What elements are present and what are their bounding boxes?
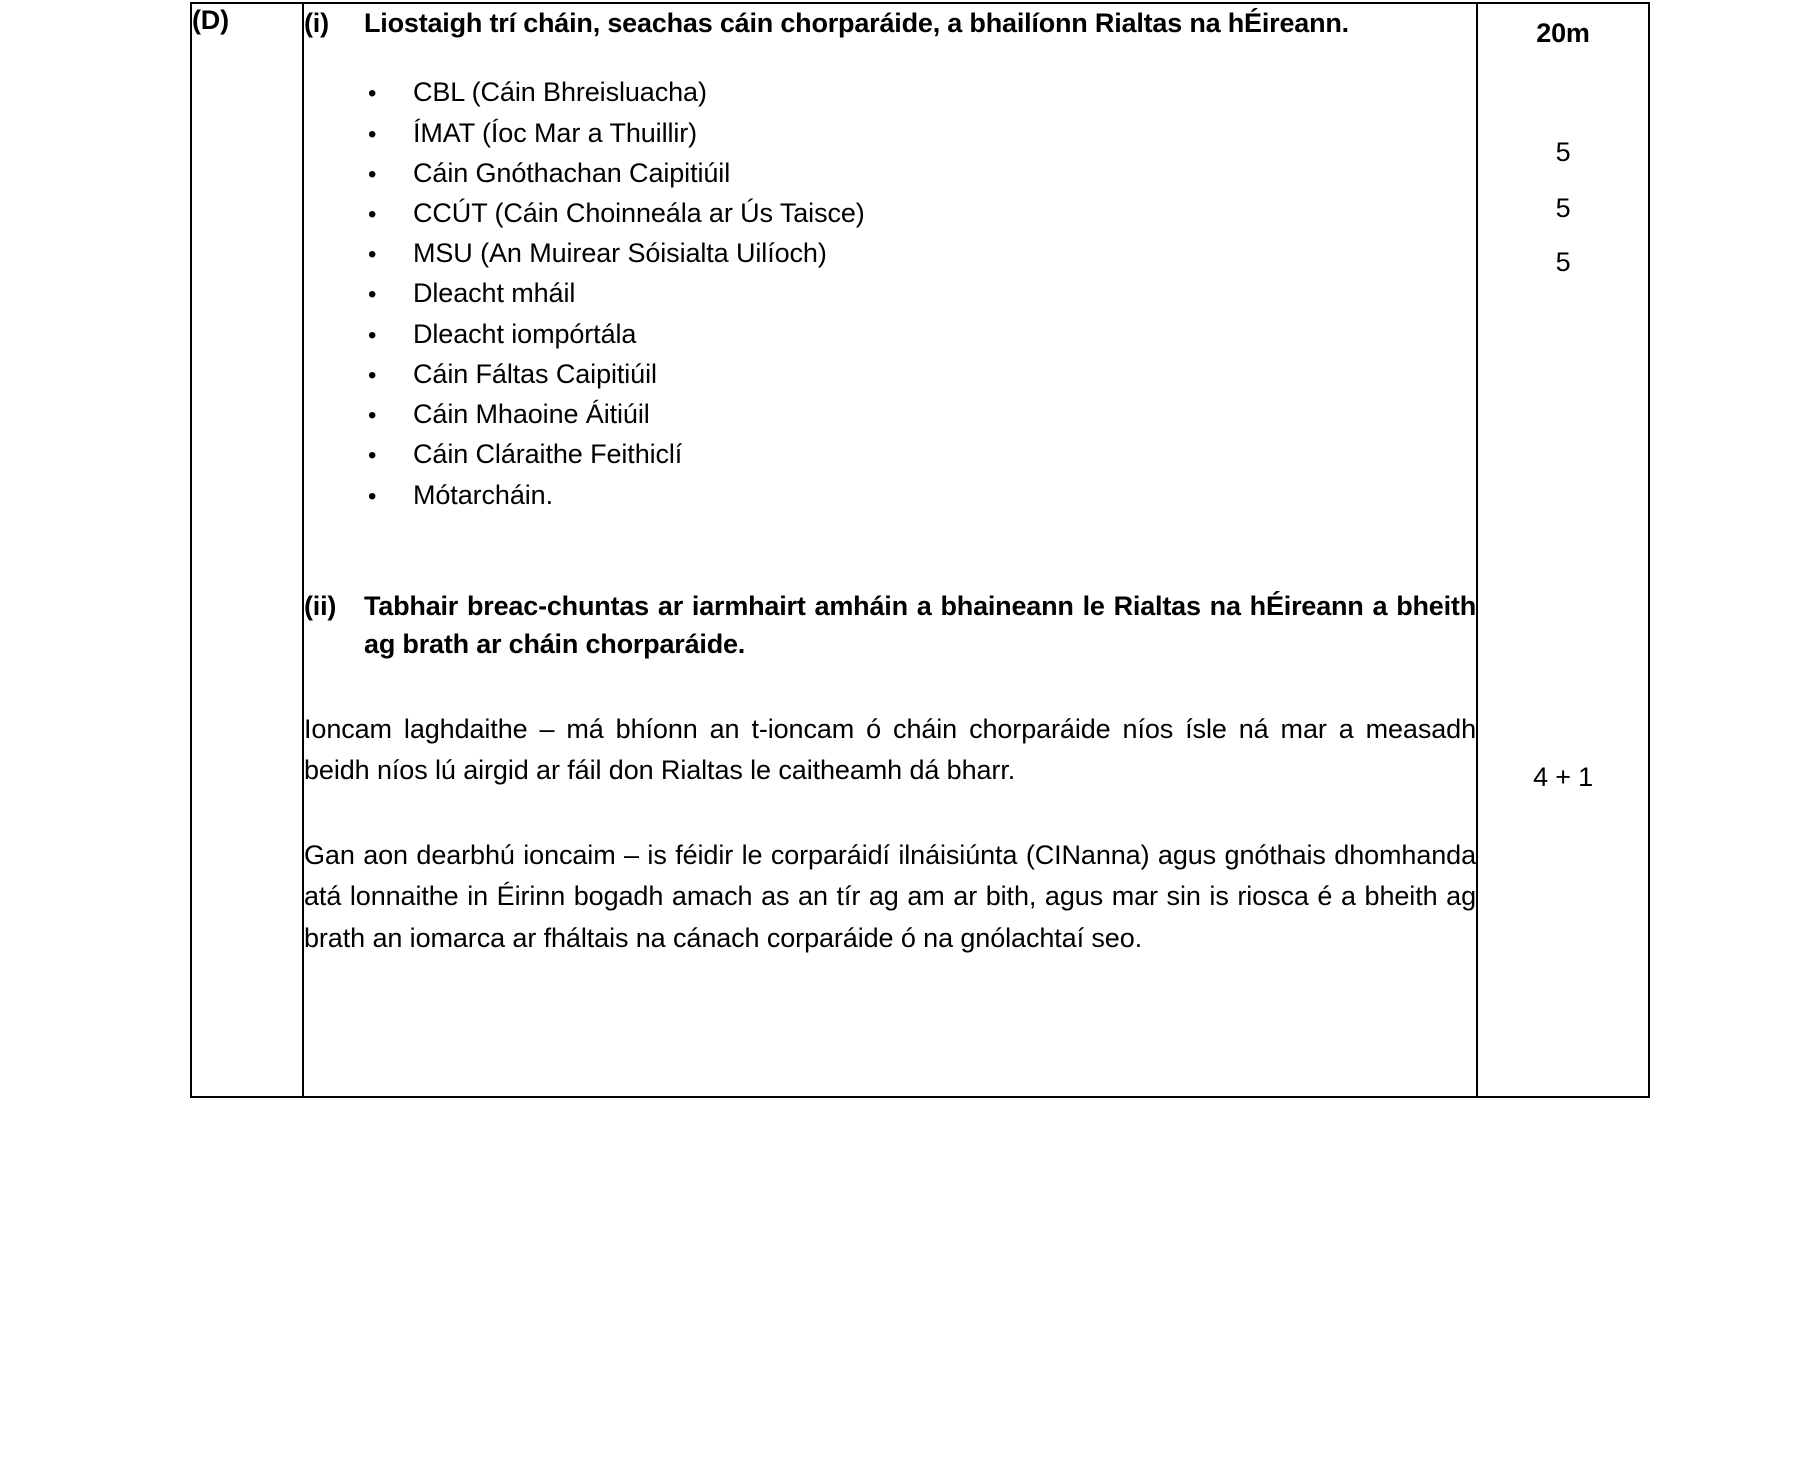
bullet-icon: • xyxy=(368,241,377,269)
list-item xyxy=(304,72,1476,112)
tax-name: Cáin Mhaoine Áitiúil xyxy=(413,399,650,430)
tax-name: ÍMAT (Íoc Mar a Thuillir) xyxy=(413,117,698,148)
item-prompt-i: Liostaigh trí cháin, seachas cáin chorparáide, a bhailíonn Rialtas na hÉireann. xyxy=(364,8,1349,38)
spacer xyxy=(304,515,1476,587)
list-item xyxy=(304,394,1476,434)
item-number-i: (i) xyxy=(304,8,329,38)
tax-name: Cáin Gnóthachan Caipitiúil xyxy=(413,157,731,188)
tax-name: MSU (An Muirear Sóisialta Uilíoch) xyxy=(413,238,827,269)
question-item-i xyxy=(304,4,1476,42)
bullet-icon: • xyxy=(368,160,377,188)
list-item xyxy=(304,153,1476,193)
tax-name: CCÚT (Cáin Choinneála ar Ús Taisce) xyxy=(413,197,865,228)
list-item xyxy=(304,233,1476,273)
list-item xyxy=(304,434,1476,474)
part-letter: (D) xyxy=(192,5,229,35)
item-prompt-ii: Tabhair breac-chuntas ar iarmhairt amháin a bhaineann le Rialtas na hÉireann a bheith ag brath ar cháin chorparáide. xyxy=(364,590,1476,660)
tax-name: Mótarcháin. xyxy=(413,479,553,510)
bullet-icon: • xyxy=(368,321,377,349)
part-letter-cell xyxy=(191,3,303,1097)
tax-name: CBL (Cáin Bhreisluacha) xyxy=(413,77,707,108)
bullet-icon: • xyxy=(368,442,377,470)
list-item xyxy=(304,273,1476,313)
tax-name: Dleacht mháil xyxy=(413,278,576,309)
question-item-ii xyxy=(304,587,1476,664)
list-item xyxy=(304,193,1476,233)
list-item xyxy=(304,113,1476,153)
bullet-icon: • xyxy=(368,120,377,148)
bullet-icon: • xyxy=(368,402,377,430)
answer-paragraph-no-income-guarantee: Gan aon dearbhú ioncaim – is féidir le corparáidí ilnáisiúnta (CINanna) agus gnóthais dhomhanda atá lonnaithe in Éirinn bogadh amach as an tír ag am ar bith, agus mar sin is riosca é a bheith ag brath an iomarca ar fháltais na cánach corparáide ó na gnólachtaí seo. xyxy=(304,840,1476,953)
bullet-icon: • xyxy=(368,482,377,510)
item-mark-2: 5 xyxy=(1555,193,1571,223)
list-item xyxy=(304,475,1476,515)
bullet-icon: • xyxy=(368,200,377,228)
total-marks: 20m xyxy=(1536,18,1590,48)
list-item xyxy=(304,354,1476,394)
marks-container xyxy=(1478,4,1648,1096)
list-item xyxy=(304,314,1476,354)
paragraph-mark: 4 + 1 xyxy=(1533,762,1593,792)
bullet-icon: • xyxy=(368,80,377,108)
tax-name: Dleacht iompórtála xyxy=(413,318,637,349)
question-body-cell xyxy=(303,3,1477,1097)
marking-scheme-table xyxy=(190,2,1650,1098)
item-mark-1: 5 xyxy=(1555,137,1571,167)
item-number-ii: (ii) xyxy=(304,590,337,621)
answer-paragraph-reduced-income: Ioncam laghdaithe – má bhíonn an t-ioncam ó cháin chorparáide níos ísle ná mar a measadh beidh níos lú airgid ar fáil don Rialtas le caitheamh dá bharr. xyxy=(304,714,1476,786)
marks-cell xyxy=(1477,3,1649,1097)
item-mark-3: 5 xyxy=(1555,247,1571,277)
tax-name: Cáin Cláraithe Feithiclí xyxy=(413,439,683,470)
tax-list xyxy=(304,72,1476,514)
bullet-icon: • xyxy=(368,281,377,309)
tax-name: Cáin Fáltas Caipitiúil xyxy=(413,358,657,389)
table-row xyxy=(191,3,1649,1097)
bullet-icon: • xyxy=(368,361,377,389)
